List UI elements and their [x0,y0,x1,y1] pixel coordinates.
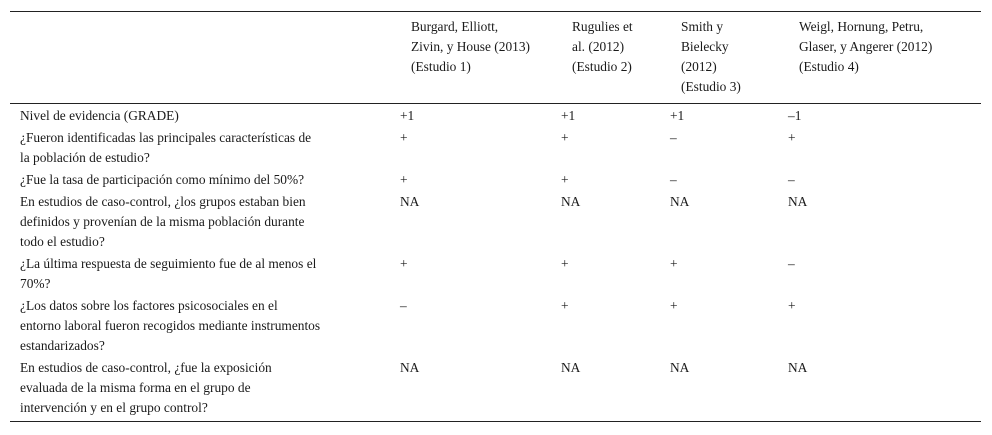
rating-cell-study-1: NA [400,194,420,209]
header-line: Weigl, Hornung, Petru, [799,19,924,34]
table-row [10,104,981,128]
header-line: (2012) [681,59,717,74]
rating-cell-study-2: + [561,256,569,271]
rating-cell-study-3: – [670,172,677,187]
rating-cell-study-3: NA [670,357,788,422]
criterion-line: evaluada de la misma forma en el grupo de [20,380,251,395]
rating-cell-study-2: + [561,172,569,187]
rating-cell-study-2: +1 [561,108,576,123]
rating-cell-study-1: – [400,298,407,313]
criterion-line: Nivel de evidencia (GRADE) [20,108,179,123]
criterion-cell [10,253,400,295]
criterion-cell [10,295,400,357]
criterion-line: En estudios de caso-control, ¿los grupos estaban bien [20,194,306,209]
quality-assessment-table-container [10,11,981,422]
header-line: Glaser, y Angerer (2012) [799,39,933,54]
header-cell-study-1 [400,12,561,104]
rating-cell-study-4: NA [788,357,981,422]
rating-cell-study-1: + [400,172,408,187]
criterion-line: ¿Fueron identificadas las principales características de [20,130,312,145]
criterion-line: la población de estudio? [20,150,150,165]
table-row [10,169,981,191]
header-line: (Estudio 2) [572,59,632,74]
rating-cell-study-4: + [788,130,796,145]
rating-cell-study-2: NA [561,357,670,422]
header-cell-study-4 [788,12,981,104]
rating-cell-study-2: NA [561,194,581,209]
table-header [10,12,981,104]
table-body [10,104,981,422]
criterion-line: estandarizados? [20,338,105,353]
criterion-line: ¿La última respuesta de seguimiento fue de al menos el [20,256,317,271]
criterion-line: intervención y en el grupo control? [20,400,208,415]
table-row [10,127,981,169]
header-line: (Estudio 3) [681,79,741,94]
criterion-cell [10,127,400,169]
rating-cell-study-3: NA [670,194,690,209]
rating-cell-study-1: + [400,256,408,271]
header-line: al. (2012) [572,39,625,54]
criterion-cell [10,357,400,422]
criterion-line: ¿Fue la tasa de participación como mínimo del 50%? [20,172,305,187]
rating-cell-study-4: –1 [788,108,802,123]
header-line: Zivin, y House (2013) [411,39,531,54]
table-row [10,253,981,295]
table-row [10,295,981,357]
criterion-line: En estudios de caso-control, ¿fue la exposición [20,360,272,375]
rating-cell-study-4: NA [788,194,808,209]
criterion-line: entorno laboral fueron recogidos mediante instrumentos [20,318,321,333]
table-row [10,357,981,422]
header-row [10,12,981,104]
criterion-cell [10,169,400,191]
rating-cell-study-3: + [670,298,678,313]
rating-cell-study-2: + [561,298,569,313]
header-line: Rugulies et [572,19,633,34]
header-cell-empty [10,12,400,104]
quality-assessment-table [10,11,981,422]
rating-cell-study-1: + [400,130,408,145]
header-line: (Estudio 1) [411,59,471,74]
rating-cell-study-4: + [788,298,796,313]
rating-cell-study-4: – [788,256,795,271]
criterion-cell [10,191,400,253]
rating-cell-study-4: – [788,172,795,187]
header-line: (Estudio 4) [799,59,859,74]
header-cell-study-3 [670,12,788,104]
rating-cell-study-1: +1 [400,108,415,123]
rating-cell-study-3: +1 [670,108,685,123]
criterion-line: definidos y provenían de la misma población durante [20,214,305,229]
header-cell-study-2 [561,12,670,104]
table-row [10,191,981,253]
header-line: Bielecky [681,39,729,54]
criterion-line: ¿Los datos sobre los factores psicosociales en el [20,298,278,313]
rating-cell-study-2: + [561,130,569,145]
header-line: Smith y [681,19,724,34]
rating-cell-study-3: + [670,256,678,271]
rating-cell-study-1: NA [400,357,561,422]
criterion-line: todo el estudio? [20,234,105,249]
criterion-cell [10,104,400,128]
header-line: Burgard, Elliott, [411,19,499,34]
criterion-line: 70%? [20,276,51,291]
rating-cell-study-3: – [670,130,677,145]
